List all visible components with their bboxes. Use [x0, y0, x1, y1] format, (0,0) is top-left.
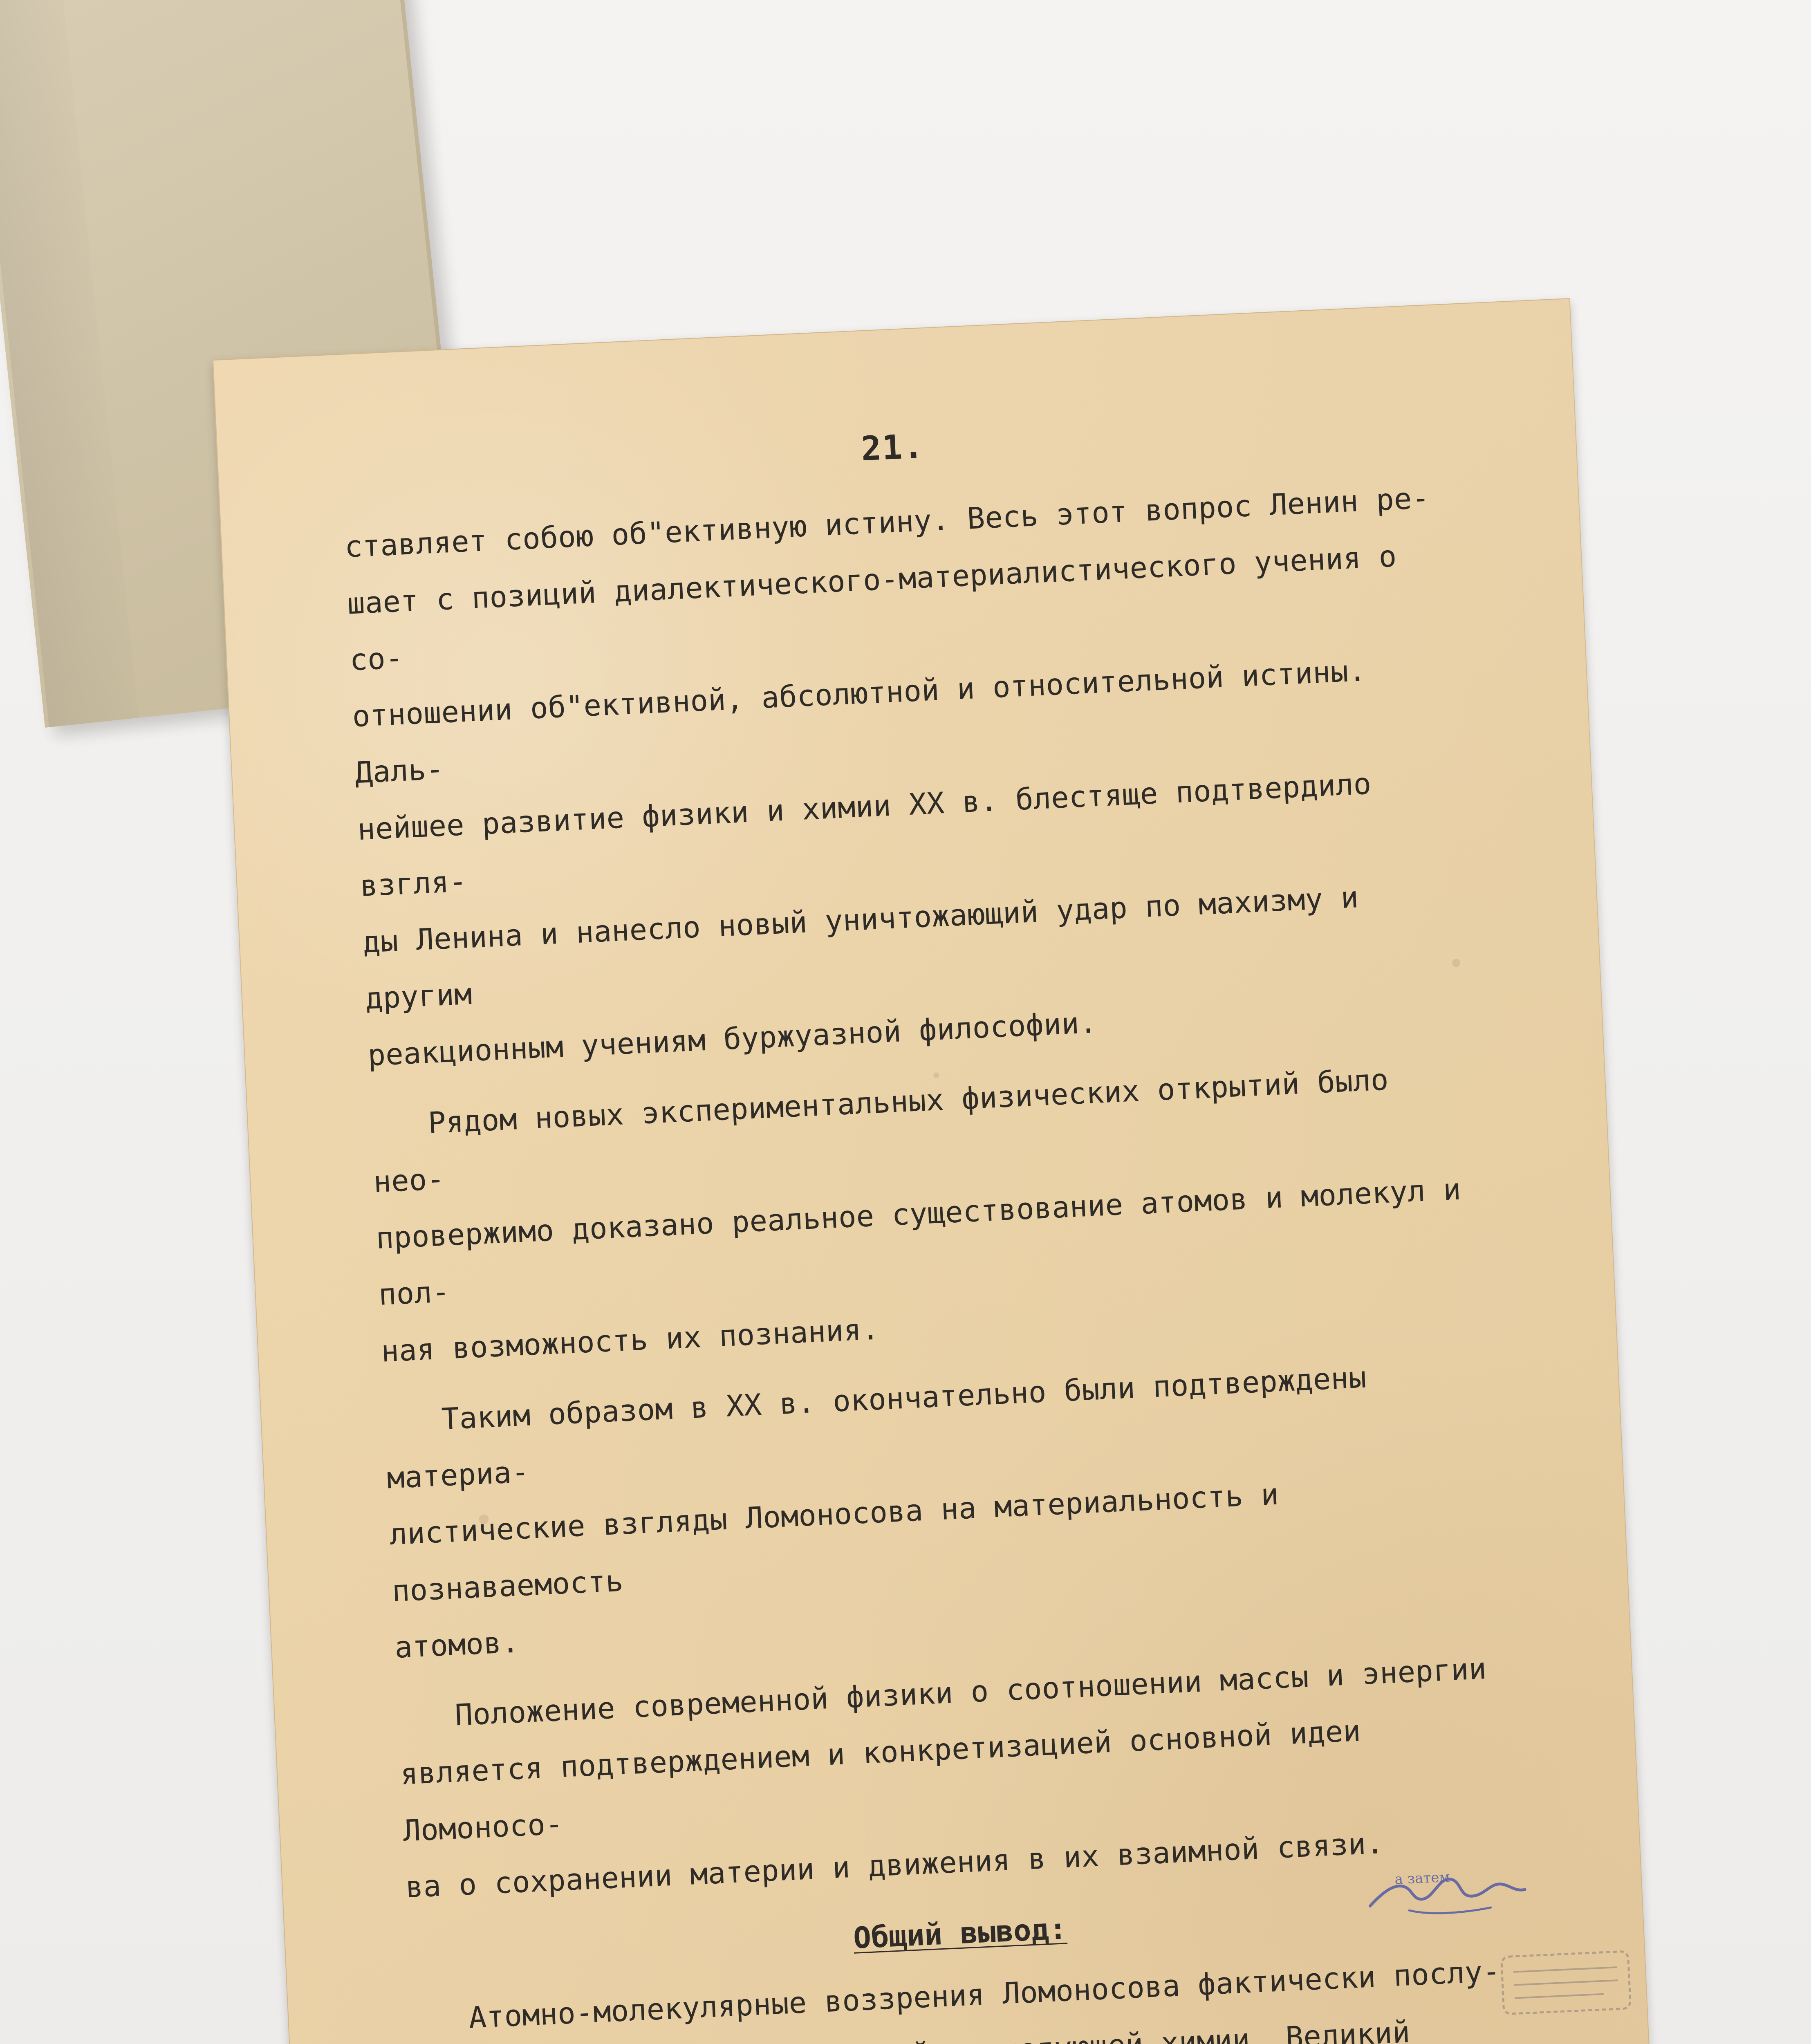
handwritten-note-text: а затем	[1394, 1869, 1450, 1888]
paragraph-2: Рядом новых экспериментальных физических открытий было нео- провержимо доказано реальное существование атомов и молекул и пол- ная возможность их познания.	[370, 1047, 1485, 1380]
section-heading: Общий вывод:	[408, 1880, 1513, 1987]
paragraph-3: Таким образом в XX в. окончательно были подтверждены материа- листические взгляды Ломоносова на материальность и познаваемость атомов.	[383, 1343, 1499, 1676]
paragraph-1: ставляет собою об"ективную истину. Весь этот вопрос Ленин ре- шает с позиций диалектического-материалистического учения о со- отношении об"ективной, абсолютной и относительной истины. Даль- нейшее развитие физики и химии XX в. блестяще подтвердило взгля- ды Ленина и нанесло новый уничтожающий удар по махизму и другим реакционным учениям буржуазной философии.	[343, 469, 1472, 1083]
paragraph-4: Положение современной физики о соотношении массы и энергии является подтверждением и конкретизацией основной идеи Ломоносо- ва о сохранении материи и движения в их взаимной связи.	[397, 1640, 1509, 1916]
page-number: 21.	[340, 391, 1445, 505]
paragraph-5: Атомно-молекулярные воззрения Ломоносова фактически послу- химии. Великий	[410, 1942, 1623, 2044]
